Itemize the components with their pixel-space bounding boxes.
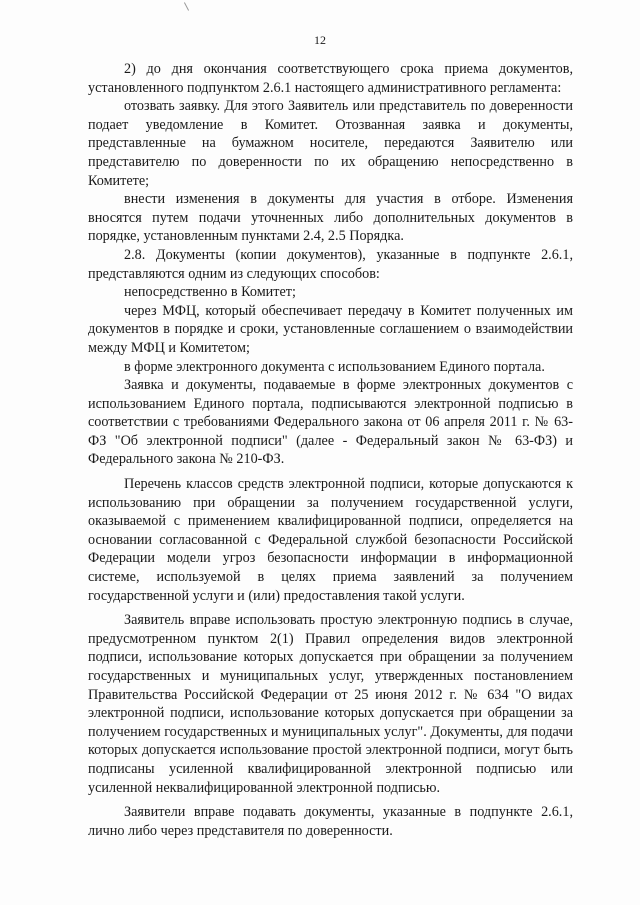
paragraph: 2.8. Документы (копии документов), указанные в подпункте 2.6.1, представляются одним из следующих способов: (88, 246, 573, 282)
paragraph: внести изменения в документы для участия в отборе. Изменения вносятся путем подачи уточненных либо дополнительных документов в порядке, установленным пунктами 2.4, 2.5 Порядка. (88, 191, 573, 245)
scan-speck (184, 2, 189, 10)
paragraph: 2) до дня окончания соответствующего срока приема документов, установленного подпунктом 2.6.1 настоящего административного регламента: (88, 61, 573, 96)
paragraph: Заявители вправе подавать документы, указанные в подпункте 2.6.1, лично либо через представителя по доверенности. (88, 804, 573, 839)
page-number: 12 (314, 33, 326, 47)
document-body (88, 60, 573, 840)
paragraph: через МФЦ, который обеспечивает передачу в Комитет полученных им документов в порядке и сроки, установленные соглашением о взаимодействии между МФЦ и Комитетом; (88, 302, 573, 356)
paragraph: в форме электронного документа с использованием Единого портала. (124, 358, 545, 375)
paragraph: Заявитель вправе использовать простую электронную подпись в случае, предусмотренном пунктом 2(1) Правил определения видов электронной подписи, использование которых допускается при обращении за получением государственных и муниципальных услуг, утвержденных постановлением Правительства Российской Федерации от 25 июня 2012 г. № 634 "О видах электронной подписи, использование которых допускается при обращении за получением государственных и муниципальных услуг". Документы, для подачи которых допускается использование простой электронной подписи, могут быть подписаны усиленной квалифицированной электронной подписью или усиленной неквалифицированной электронной подписью. (88, 612, 573, 796)
paragraph: непосредственно в Комитет; (124, 284, 296, 301)
paragraph: Заявка и документы, подаваемые в форме электронных документов с использованием Единого портала, подписываются электронной подписью в соответствии с требованиями Федерального закона от 06 апреля 2011 г. № 63-ФЗ "Об электронной подписи" (далее - Федеральный закон № 63-ФЗ) и Федерального закона № 210-ФЗ. (88, 377, 573, 468)
paragraph: Перечень классов средств электронной подписи, которые допускаются к использованию при обращении за получением государственной услуги, оказываемой с применением квалифицированной подписи, определяется на основании согласованной с Федеральной службой безопасности Российской Федерации модели угроз безопасности информации в информационной системе, используемой в целях приема заявлений за получением государственной услуги и (или) предоставления такой услуги. (88, 476, 573, 604)
paragraph: отозвать заявку. Для этого Заявитель или представитель по доверенности подает уведомление в Комитет. Отозванная заявка и документы, представленные на бумажном носителе, передаются Заявителю или представителю по доверенности по их обращению непосредственно в Комитете; (88, 98, 573, 189)
